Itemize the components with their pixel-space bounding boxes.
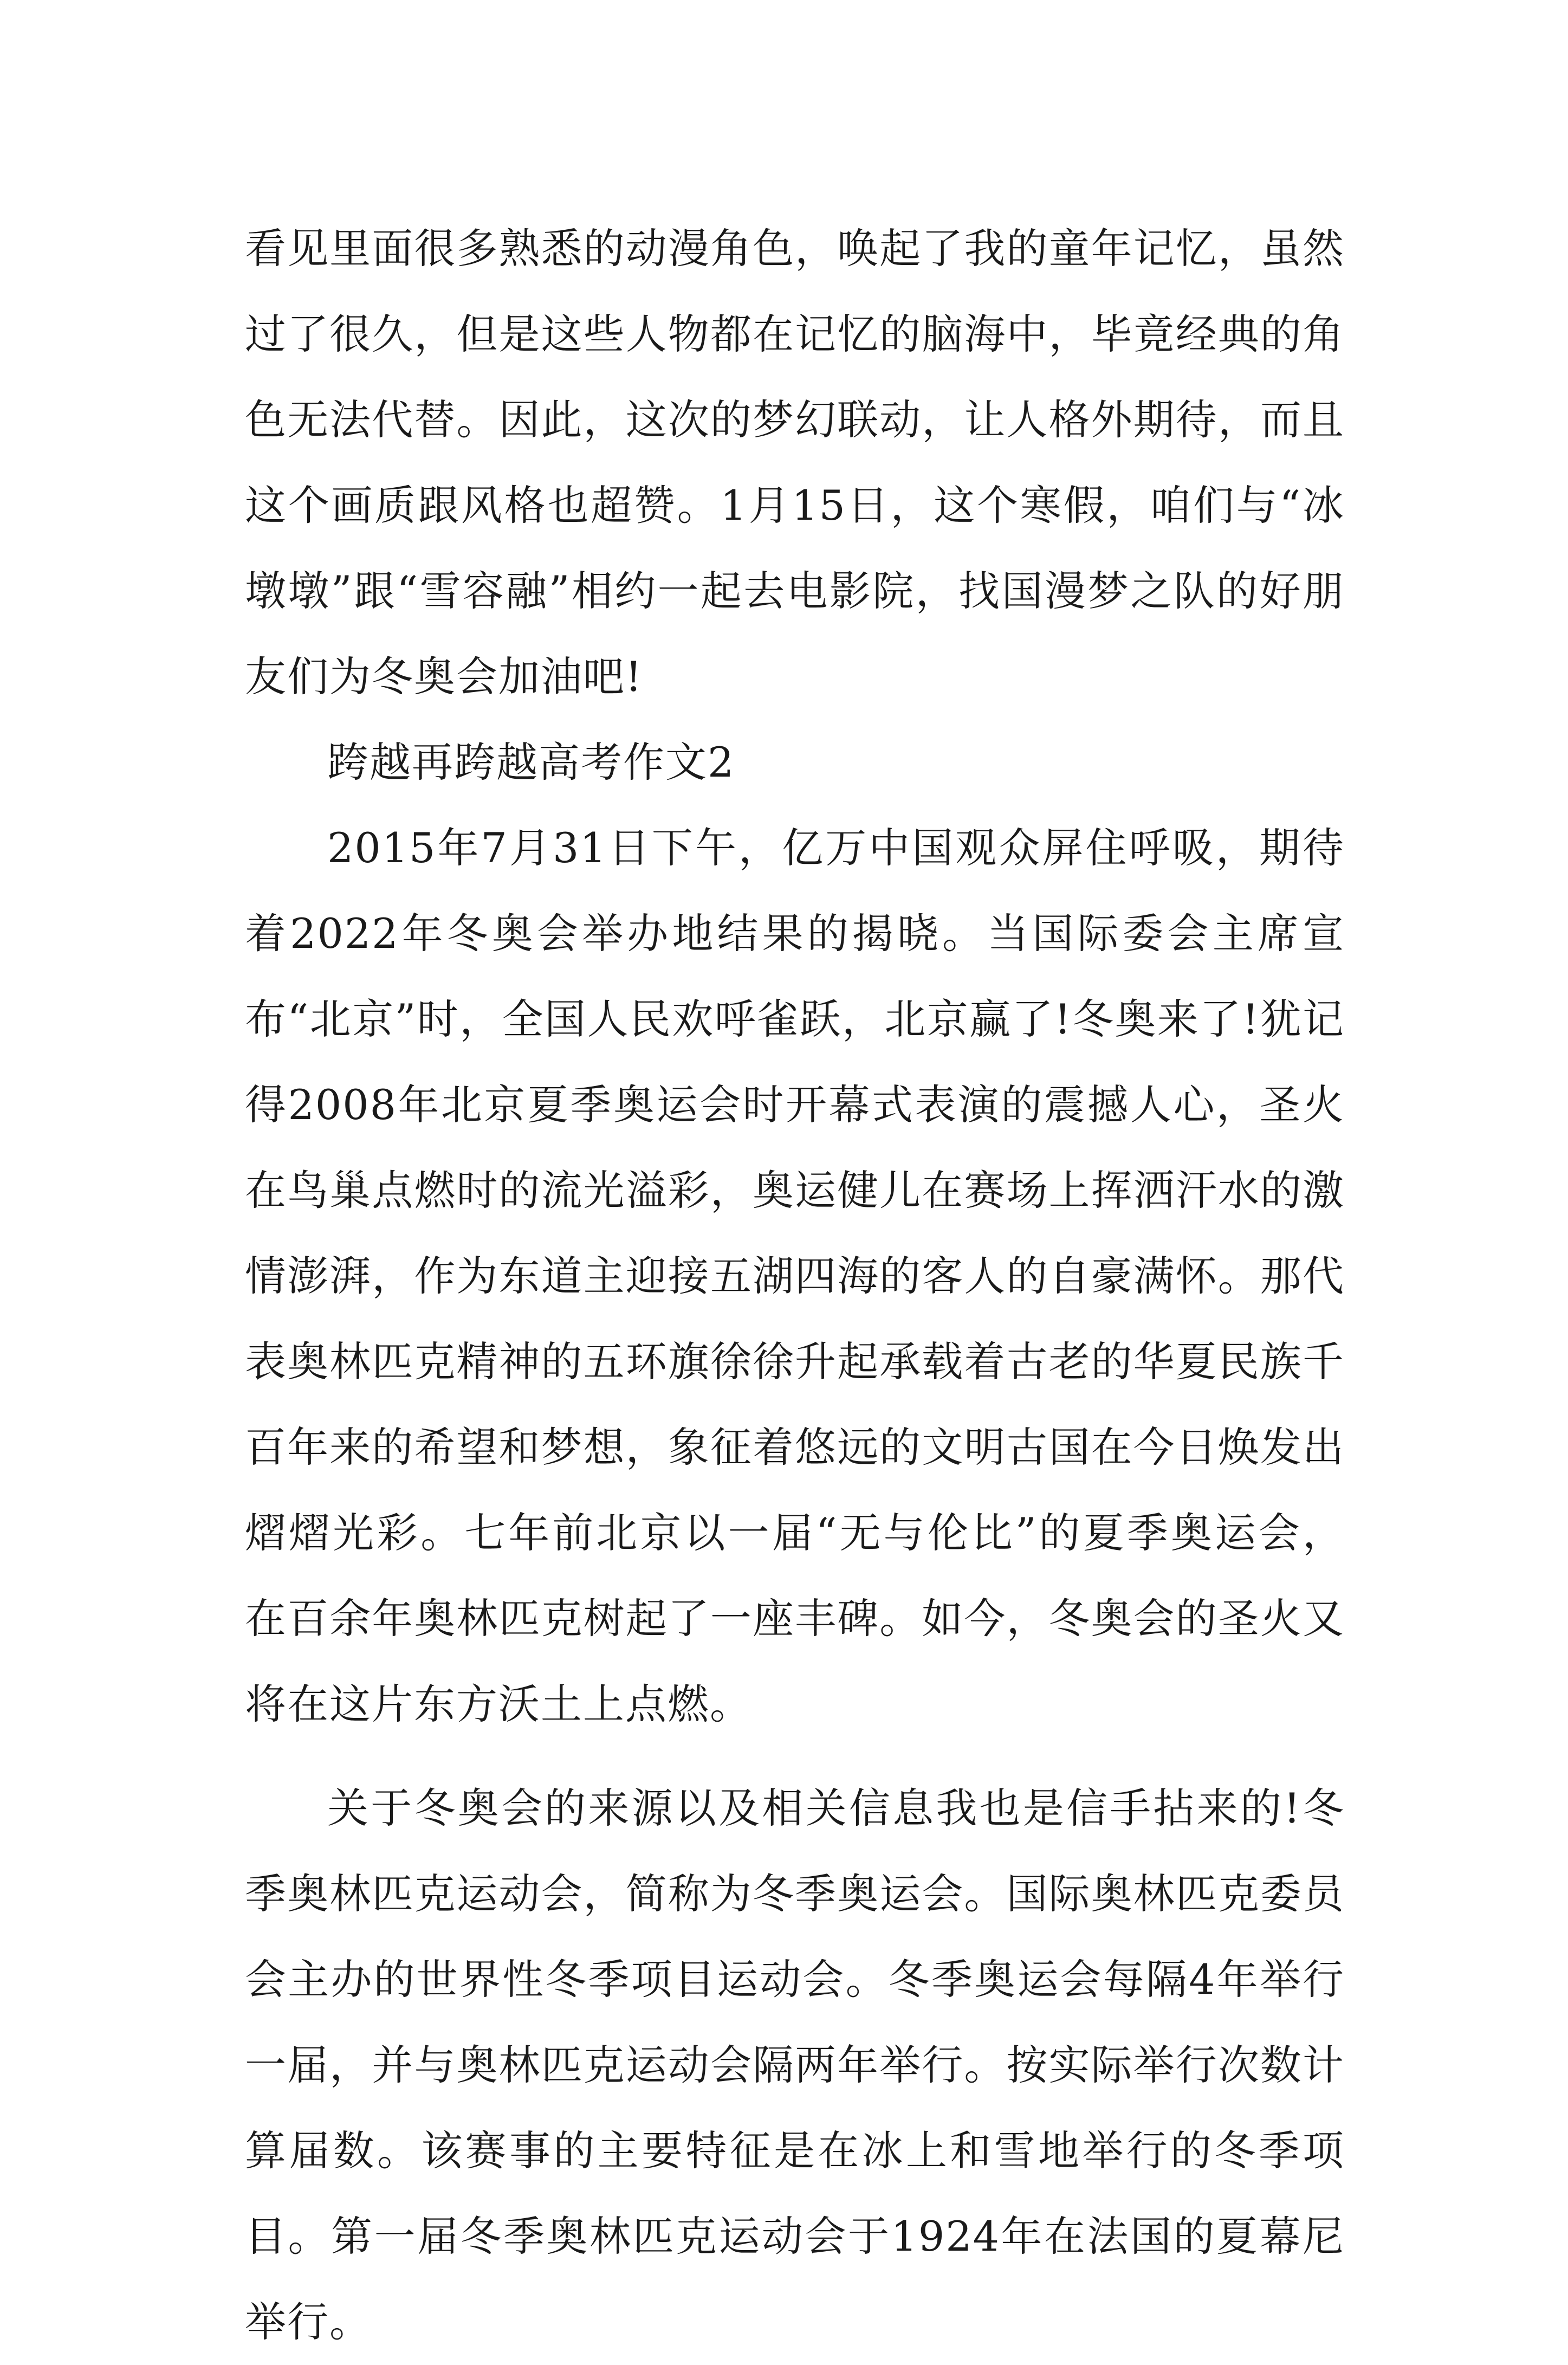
document-page — [245, 206, 1345, 2365]
paragraph-winter-olympics-history: 关于冬奥会的来源以及相关信息我也是信手拈来的!冬季奥林匹克运动会，简称为冬季奥运会。国际奥林匹克委员会主办的世界性冬季项目运动会。冬季奥运会每隔4年举行一届，并与奥林匹克运动会隔两年举行。按实际举行次数计算届数。该赛事的主要特征是在冰上和雪地举行的冬季项目。第一届冬季奥林匹克运动会于1924年在法国的夏幕尼举行。 — [245, 1784, 1345, 2346]
paragraph-continued: 看见里面很多熟悉的动漫角色，唤起了我的童年记忆，虽然过了很久，但是这些人物都在记忆的脑海中，毕竟经典的角色无法代替。因此，这次的梦幻联动，让人格外期待，而且这个画质跟风格也超赞。1月15日，这个寒假，咱们与“冰墩墩”跟“雪容融”相约一起去电影院，找国漫梦之队的好朋友们为冬奥会加油吧! — [245, 224, 1345, 701]
paragraph-beijing-olympics: 2015年7月31日下午，亿万中国观众屏住呼吸，期待着2022年冬奥会举办地结果的揭晓。当国际委会主席宣布“北京”时，全国人民欢呼雀跃，北京赢了!冬奥来了!犹记得2008年北京夏季奥运会时开幕式表演的震撼人心，圣火在鸟巢点燃时的流光溢彩，奥运健儿在赛场上挥洒汗水的激情澎湃，作为东道主迎接五湖四海的客人的自豪满怀。那代表奥林匹克精神的五环旗徐徐升起承载着古老的华夏民族千百年来的希望和梦想，象征着悠远的文明古国在今日焕发出熠熠光彩。七年前北京以一届“无与伦比”的夏季奥运会，在百余年奥林匹克树起了一座丰碑。如今，冬奥会的圣火又将在这片东方沃土上点燃。 — [245, 824, 1345, 1728]
essay-heading: 跨越再跨越高考作文2 — [327, 738, 735, 786]
